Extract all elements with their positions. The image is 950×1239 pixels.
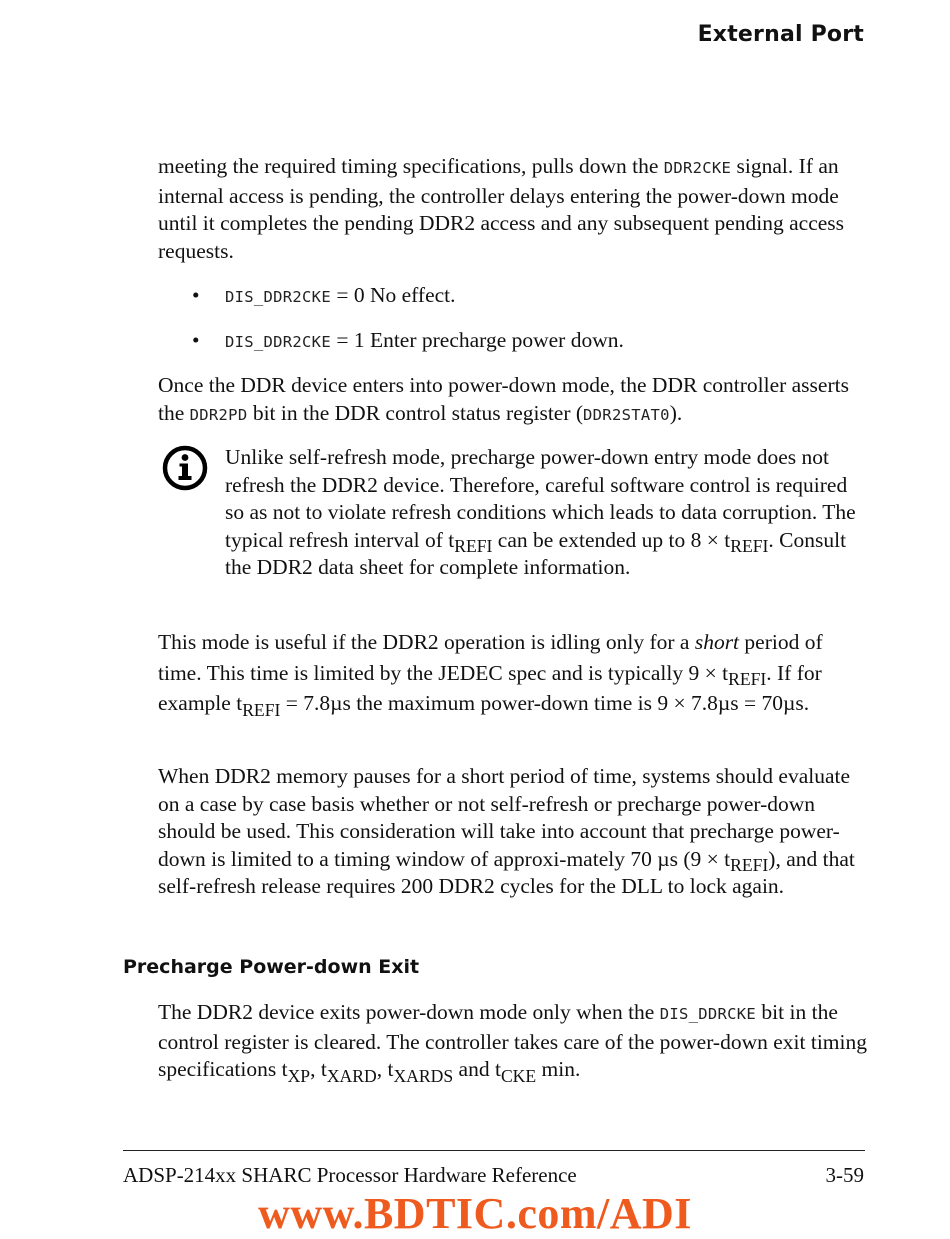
paragraph-power-down-exit: The DDR2 device exits power-down mode only when the DIS_DDRCKE bit in the control register is cleared. The controller takes care of the power-down exit timing specifications $t_{XP}$, $t_{XARD}$, $t_{XARDS}$ and $t_{CKE}$ min. [158,1000,868,1086]
watermark-url: www.BDTIC.com/ADI [258,1189,692,1238]
paragraph-case-by-case: When DDR2 memory pauses for a short period of time, systems should evaluate on a case by case basis whether or not self-refresh or precharge power-down should be used. This consideration will take into account that precharge power-down is limited to a timing window of approxi-mately 70 µs $(9 \times t_{REFI})$, and that self-refresh release requires 200 DDR2 cycles for the DLL to lock again. [158,764,855,899]
section-heading: Precharge Power-down Exit [123,956,420,978]
note-text: Unlike self-refresh mode, precharge power-down entry mode does not refresh the DDR2 device. Therefore, careful software control is required so as not to violate refresh conditions which leads to data corruption. The typical refresh interval of $t_{REFI}$ can be extended up to $8 \times t_{REFI}$. Consult the DDR2 data sheet for complete information. [225,445,856,580]
code-dis-ddr2cke: DIS_DDR2CKE [225,333,331,351]
code-ddr2pd: DDR2PD [189,405,248,424]
footer-divider [123,1150,865,1151]
code-ddr2cke: DDR2CKE [663,159,732,177]
code-ddr2stat0: DDR2STAT0 [583,405,670,424]
code-dis-ddr2cke: DIS_DDR2CKE [225,288,331,306]
code-dis-ddrcke: DIS_DDRCKE [659,1005,757,1023]
footer-title: ADSP-214xx SHARC Processor Hardware Reference [123,1163,577,1187]
page-number: 3-59 [825,1163,864,1187]
info-icon [161,444,209,492]
paragraph-status-register: Once the DDR device enters into power-down mode, the DDR controller asserts the DDR2PD bit in the DDR control status register (DDR2STAT0). [158,373,849,425]
paragraph-power-down-entry: meeting the required timing specifications, pulls down the DDR2CKE signal. If an internal access is pending, the controller delays entering the power-down mode until it completes the pending DDR2 access and any subsequent pending access requests. [158,154,845,263]
running-header: External Port [697,22,864,47]
bullet-item: • DIS_DDR2CKE = 0 No effect. [192,283,456,307]
paragraph-short-period: This mode is useful if the DDR2 operation is idling only for a short period of time. This time is limited by the JEDEC spec and is typically $9 \times t_{REFI}$. If for example $t_{REFI} = 7.8\mu s$ the maximum power-down time is 9 × 7.8µs = 70µs. [158,630,823,720]
bullet-item: • DIS_DDR2CKE = 1 Enter precharge power down. [192,328,624,352]
